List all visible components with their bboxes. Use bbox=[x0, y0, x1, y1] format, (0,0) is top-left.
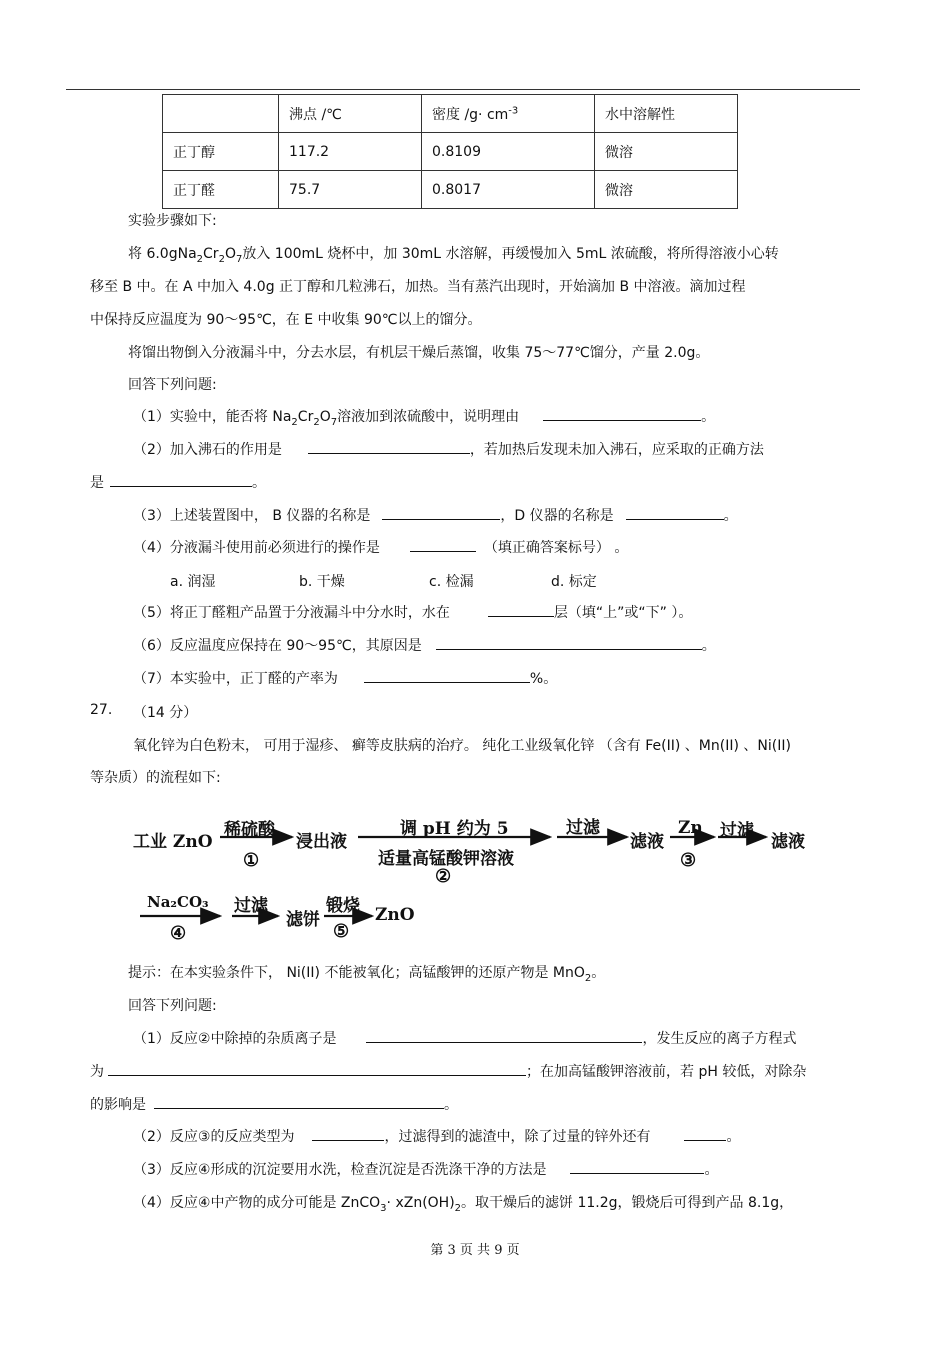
option-b: b. 干燥 bbox=[299, 574, 345, 590]
sub-question-1-cont: 的影响是 。 bbox=[90, 1094, 458, 1114]
answer-blank[interactable] bbox=[570, 1159, 704, 1174]
answer-blank[interactable] bbox=[543, 406, 701, 421]
option-c: c. 检漏 bbox=[429, 574, 474, 590]
answer-blank[interactable] bbox=[308, 439, 470, 454]
table-cell: 微溶 bbox=[595, 171, 738, 209]
answer-blank[interactable] bbox=[488, 602, 554, 617]
table-header-cell: 水中溶解性 bbox=[595, 95, 738, 133]
header-rule bbox=[66, 89, 860, 90]
question-7: （7）本实验中，正丁醛的产率为 %。 bbox=[133, 668, 557, 688]
answer-blank[interactable] bbox=[110, 472, 252, 487]
table-cell: 0.8017 bbox=[422, 171, 595, 209]
answer-blank[interactable] bbox=[626, 505, 724, 520]
sub-question-1: （1）反应②中除掉的杂质离子是 ，发生反应的离子方程式 bbox=[133, 1028, 796, 1048]
flow-node: 滤液 bbox=[630, 832, 664, 852]
answer-blank[interactable] bbox=[312, 1126, 384, 1141]
paragraph-line: 氧化锌为白色粉末， 可用于湿疹、 癣等皮肤病的治疗。 纯化工业级氧化锌 （含有 Fe(II) 、Mn(II) 、Ni(II) bbox=[133, 738, 791, 754]
answer-blank[interactable] bbox=[108, 1061, 526, 1076]
flow-node-start: 工业 ZnO bbox=[133, 832, 213, 852]
question-4: （4）分液漏斗使用前必须进行的操作是 （填正确答案标号） 。 bbox=[133, 537, 628, 557]
question-1: （1）实验中，能否将 $Na_2Cr_2O_7$溶液加到浓硫酸中，说明理由 。 bbox=[133, 406, 715, 428]
answer-blank[interactable] bbox=[410, 537, 476, 552]
hint-line: 提示：在本实验条件下， Ni(II) 不能被氧化；高锰酸钾的还原产物是 MnO$_2$。 bbox=[128, 965, 606, 984]
flow-step-number: ④ bbox=[170, 923, 187, 944]
answer-blank[interactable] bbox=[154, 1094, 444, 1109]
question-2: （2）加入沸石的作用是 ，若加热后发现未加入沸石，应采取的正确方法 bbox=[133, 439, 764, 459]
paragraph-line: 中保持反应温度为 90～95℃，在 E 中收集 90℃以上的馏分。 bbox=[90, 312, 482, 328]
flow-step-number: ⑤ bbox=[333, 921, 350, 942]
question-2-cont: 是 。 bbox=[90, 472, 266, 492]
steps-title: 实验步骤如下: bbox=[128, 213, 217, 229]
question-6: （6）反应温度应保持在 90～95℃，其原因是 。 bbox=[133, 635, 716, 655]
table-cell: 117.2 bbox=[279, 133, 422, 171]
question-3: （3）上述装置图中， B 仪器的名称是 ，D 仪器的名称是 。 bbox=[133, 505, 738, 525]
page-footer: 第 3 页 共 9 页 bbox=[430, 1243, 520, 1258]
answer-blank[interactable] bbox=[436, 635, 702, 650]
flow-node: 滤饼 bbox=[286, 910, 320, 930]
table-cell: 正丁醇 bbox=[163, 133, 279, 171]
flow-label: Zn bbox=[678, 818, 703, 838]
sub-question-1-cont: 为 ；在加高锰酸钾溶液前，若 pH 较低，对除杂 bbox=[90, 1061, 806, 1081]
flow-label: 过滤 bbox=[234, 896, 268, 916]
answer-blank[interactable] bbox=[366, 1028, 642, 1043]
sub-question-3: （3）反应④形成的沉淀要用水洗，检查沉淀是否洗涤干净的方法是 。 bbox=[133, 1159, 718, 1179]
answer-blank[interactable] bbox=[382, 505, 500, 520]
paragraph-line: 等杂质）的流程如下: bbox=[90, 770, 221, 786]
flow-node: 浸出液 bbox=[296, 832, 347, 852]
flow-label: 稀硫酸 bbox=[224, 820, 275, 840]
flow-step-number: ① bbox=[243, 850, 260, 871]
answer-heading: 回答下列问题: bbox=[128, 998, 217, 1014]
table-header-cell bbox=[163, 95, 279, 133]
flow-label: 调 pH 约为 5 bbox=[400, 819, 509, 839]
flow-step-number: ② bbox=[435, 866, 452, 887]
flow-step-number: ③ bbox=[680, 850, 697, 871]
table-header-cell: 密度 $/g\cdot cm^{-3}$ bbox=[422, 95, 595, 133]
table-cell: 75.7 bbox=[279, 171, 422, 209]
paragraph-line: 将 $6.0gNa_2Cr_2O_7$放入 100mL 烧杯中，加 30mL 水溶解，再缓慢加入 5mL 浓硫酸，将所得溶液小心转 bbox=[128, 246, 779, 265]
problem-score: （14 分） bbox=[133, 705, 198, 721]
properties-table bbox=[162, 94, 738, 209]
flow-label: 适量高锰酸钾溶液 bbox=[378, 849, 514, 869]
table-cell: 0.8109 bbox=[422, 133, 595, 171]
flow-node: 滤液 bbox=[771, 832, 805, 852]
flow-label: 过滤 bbox=[720, 821, 754, 841]
answer-blank[interactable] bbox=[684, 1126, 726, 1141]
table-row bbox=[163, 133, 738, 171]
sub-question-4: （4）反应④中产物的成分可能是 ZnCO$_3$· $xZn(OH)_2$。取干燥后的滤饼 11.2g，锻烧后可得到产品 8.1g， bbox=[133, 1195, 794, 1214]
option-a: a. 润湿 bbox=[170, 574, 216, 590]
table-header-row bbox=[163, 95, 738, 133]
flow-label: Na₂CO₃ bbox=[147, 893, 209, 911]
option-d: d. 标定 bbox=[551, 574, 597, 590]
paragraph-line: 移至 B 中。在 A 中加入 4.0g 正丁醇和几粒沸石，加热。当有蒸汽出现时，开始滴加 B 中溶液。滴加过程 bbox=[90, 279, 746, 295]
sub-question-2: （2）反应③的反应类型为 ，过滤得到的滤渣中，除了过量的锌外还有 。 bbox=[133, 1126, 740, 1146]
table-cell: 正丁醛 bbox=[163, 171, 279, 209]
problem-number: 27. bbox=[90, 702, 113, 718]
flow-label: 过滤 bbox=[566, 818, 600, 838]
table-cell: 微溶 bbox=[595, 133, 738, 171]
flow-node-end: ZnO bbox=[375, 905, 415, 925]
answer-heading: 回答下列问题: bbox=[128, 377, 217, 393]
flow-label: 锻烧 bbox=[326, 896, 360, 916]
question-5: （5）将正丁醛粗产品置于分液漏斗中分水时，水在 层（填“上”或“下” ）。 bbox=[133, 602, 692, 622]
answer-blank[interactable] bbox=[364, 668, 530, 683]
paragraph-line: 将馏出物倒入分液漏斗中，分去水层，有机层干燥后蒸馏，收集 75～77℃馏分，产量 2.0g。 bbox=[128, 345, 710, 361]
table-row bbox=[163, 171, 738, 209]
table-header-cell: 沸点 /℃ bbox=[279, 95, 422, 133]
